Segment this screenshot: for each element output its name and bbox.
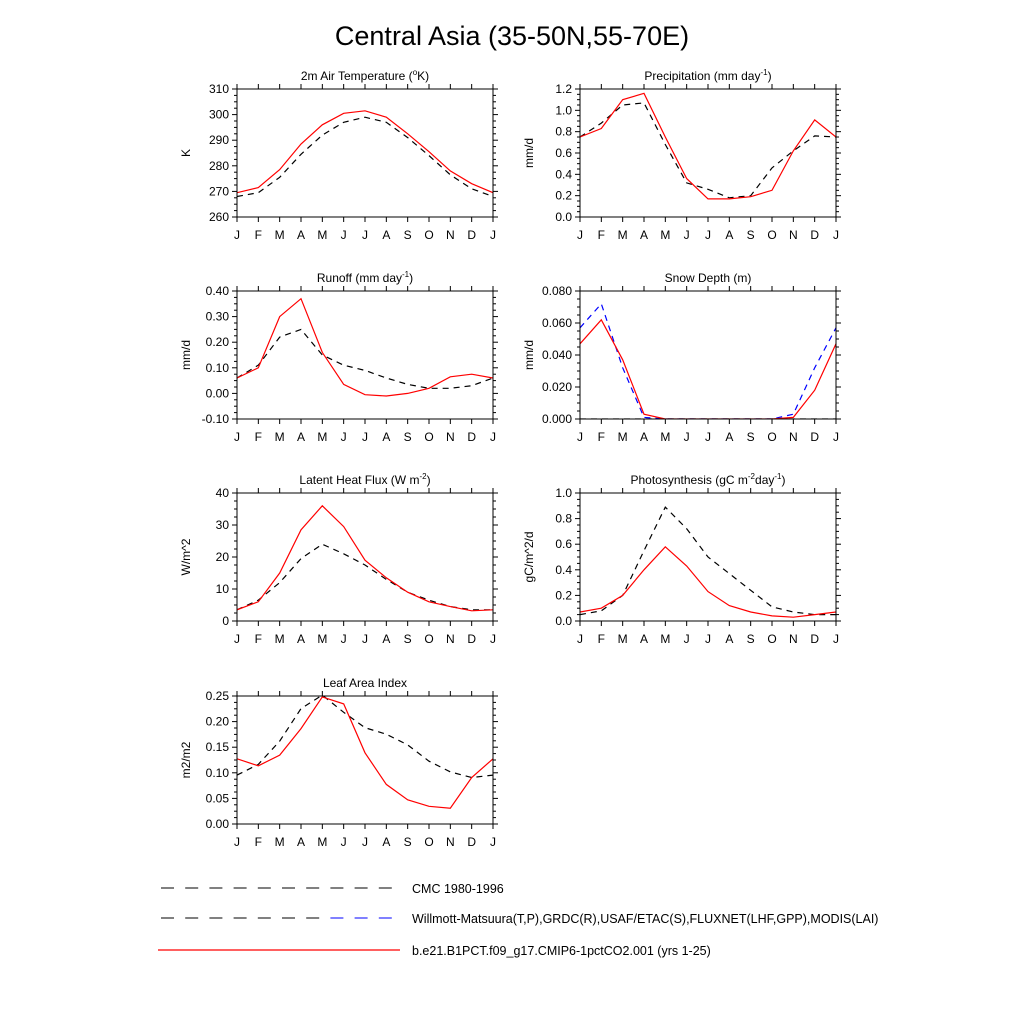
plot-frame [237, 696, 493, 824]
series-line-1 [580, 103, 836, 198]
x-tick-label: N [445, 430, 455, 444]
series-line-1 [237, 117, 493, 196]
x-tick-label: J [234, 632, 240, 646]
x-tick-label: D [810, 228, 820, 242]
x-tick-label: D [467, 228, 477, 242]
panel-2 [522, 68, 841, 242]
x-tick-label: J [340, 632, 347, 646]
x-tick-label: J [577, 632, 583, 646]
y-tick-label: 300 [208, 107, 229, 122]
y-tick-label: 0.00 [205, 386, 229, 401]
y-tick-label: 0.15 [205, 740, 229, 755]
y-tick-label: 1.2 [555, 82, 572, 96]
series-line-2 [580, 304, 836, 419]
x-tick-label: M [617, 228, 628, 242]
y-axis-label: W/m^2 [179, 538, 193, 576]
y-tick-label: 0.2 [555, 188, 572, 203]
series-line-3 [580, 320, 836, 419]
x-tick-label: A [639, 632, 649, 646]
y-tick-label: 270 [208, 184, 229, 199]
panel-title-superscript: -2 [747, 472, 756, 481]
y-tick-label: 0.040 [541, 348, 572, 362]
x-tick-label: J [833, 228, 839, 242]
y-tick-label: 0.10 [205, 360, 229, 375]
panel-title-superscript: -2 [419, 472, 427, 481]
panel-title [644, 68, 771, 83]
y-tick-label: 0.6 [555, 146, 572, 160]
x-tick-label: J [577, 430, 583, 444]
x-tick-label: S [403, 430, 412, 444]
panel-3 [179, 270, 498, 444]
legend-item-2 [161, 912, 878, 926]
x-tick-label: A [725, 228, 734, 242]
plot-frame [237, 89, 493, 217]
x-tick-label: M [317, 632, 328, 646]
panel-title [631, 472, 786, 487]
panel-title-text: Snow Depth (m) [664, 271, 752, 285]
x-tick-label: M [317, 228, 328, 242]
figure-title: Central Asia (35-50N,55-70E) [334, 21, 690, 51]
x-tick-label: S [403, 835, 412, 849]
x-tick-label: O [424, 430, 434, 444]
x-tick-label: O [767, 430, 777, 444]
panel-title-text: Precipitation (mm day [644, 69, 761, 83]
panel-title-superscript: -1 [760, 68, 768, 77]
x-tick-label: J [362, 632, 368, 646]
x-tick-label: F [597, 632, 606, 646]
x-tick-label: A [382, 228, 391, 242]
y-tick-label: 0.10 [205, 765, 229, 780]
panel-title-text: ) [767, 69, 772, 83]
x-tick-label: F [254, 835, 263, 849]
panel-title-superscript: o [412, 68, 418, 77]
x-tick-label: D [467, 835, 477, 849]
y-tick-label: 0.30 [205, 309, 229, 324]
x-tick-label: J [234, 430, 240, 444]
y-tick-label: 260 [208, 210, 229, 224]
y-axis-label: mm/d [522, 138, 536, 168]
x-tick-label: A [296, 430, 306, 444]
x-tick-label: A [382, 835, 391, 849]
x-tick-label: J [705, 632, 711, 646]
y-tick-label: 0.080 [541, 284, 572, 298]
x-tick-label: A [296, 228, 306, 242]
x-tick-label: D [810, 430, 820, 444]
x-tick-label: M [274, 835, 285, 849]
x-tick-label: J [234, 835, 240, 849]
panel-title-text: Leaf Area Index [322, 676, 408, 690]
legend-item-1 [161, 882, 504, 896]
x-tick-label: M [274, 430, 285, 444]
x-tick-label: S [746, 632, 755, 646]
y-tick-label: 0.6 [555, 537, 572, 552]
y-tick-label: 0.000 [541, 412, 572, 426]
x-tick-label: A [382, 632, 391, 646]
y-tick-label: 30 [215, 518, 229, 532]
y-axis-label: K [179, 148, 193, 158]
x-tick-label: J [683, 228, 690, 242]
x-tick-label: J [490, 632, 496, 646]
y-axis-label: mm/d [522, 340, 536, 370]
y-tick-label: 10 [215, 582, 229, 596]
x-tick-label: O [424, 228, 434, 242]
legend-label: Willmott-Matsuura(T,P),GRDC(R),USAF/ETAC(S),FLUXNET(LHF,GPP),MODIS(LAI) [412, 912, 879, 926]
y-tick-label: 0.4 [555, 167, 572, 182]
panel-1 [179, 68, 498, 242]
y-tick-label: 0.05 [205, 791, 229, 806]
x-tick-label: F [597, 430, 606, 444]
x-tick-label: J [705, 430, 711, 444]
panel-title-text: K) [417, 69, 430, 83]
x-tick-label: J [577, 228, 583, 242]
x-tick-label: J [234, 228, 240, 242]
panels [179, 68, 841, 849]
y-tick-label: 0.8 [555, 511, 572, 526]
x-tick-label: J [340, 430, 347, 444]
y-tick-label: 0.0 [555, 210, 572, 224]
legend-item-3 [158, 944, 711, 958]
y-tick-label: 310 [208, 82, 229, 96]
x-tick-label: F [597, 228, 606, 242]
x-tick-label: M [660, 632, 671, 646]
panel-title [299, 472, 430, 487]
x-tick-label: A [639, 430, 649, 444]
panel-title-text: ) [409, 271, 414, 285]
x-tick-label: A [296, 835, 306, 849]
panel-title [323, 676, 407, 690]
y-axis-label: mm/d [179, 340, 193, 370]
x-tick-label: N [445, 835, 455, 849]
x-tick-label: A [639, 228, 649, 242]
x-tick-label: O [767, 632, 777, 646]
y-tick-label: 0.20 [205, 335, 229, 350]
x-tick-label: J [362, 835, 368, 849]
x-tick-label: N [445, 632, 455, 646]
legend-label: b.e21.B1PCT.f09_g17.CMIP6-1pctCO2.001 (yrs 1-25) [412, 944, 711, 958]
x-tick-label: O [767, 228, 777, 242]
x-tick-label: J [362, 430, 368, 444]
series-line-2 [237, 111, 493, 193]
panel-title-text: Runoff (mm day [316, 271, 403, 285]
x-tick-label: D [810, 632, 820, 646]
x-tick-label: J [340, 228, 347, 242]
panel-4 [522, 271, 841, 444]
x-tick-label: J [683, 632, 690, 646]
x-tick-label: N [788, 430, 798, 444]
y-tick-label: 20 [215, 550, 229, 564]
x-tick-label: O [424, 835, 434, 849]
y-tick-label: 0.2 [555, 588, 572, 603]
x-tick-label: J [490, 835, 496, 849]
legend [158, 882, 878, 958]
panel-title-text: ) [426, 473, 431, 487]
y-tick-label: 290 [208, 133, 229, 148]
x-tick-label: S [403, 632, 412, 646]
x-tick-label: M [317, 835, 328, 849]
series-line-2 [237, 697, 493, 808]
x-tick-label: M [660, 228, 671, 242]
y-tick-label: 1.0 [555, 103, 572, 118]
x-tick-label: M [274, 632, 285, 646]
x-tick-label: A [296, 632, 306, 646]
x-tick-label: F [254, 632, 263, 646]
plot-frame [237, 493, 493, 621]
x-tick-label: N [788, 228, 798, 242]
x-tick-label: S [403, 228, 412, 242]
y-tick-label: 1.0 [555, 486, 572, 500]
x-tick-label: J [833, 430, 839, 444]
plot-frame [237, 291, 493, 419]
y-tick-label: 0.0 [555, 614, 572, 628]
panel-title [665, 271, 752, 285]
y-tick-label: 0.8 [555, 124, 572, 139]
legend-label: CMC 1980-1996 [412, 882, 504, 896]
x-tick-label: M [617, 430, 628, 444]
x-tick-label: O [424, 632, 434, 646]
y-tick-label: 280 [208, 158, 229, 173]
panel-title-text: ) [781, 473, 786, 487]
series-line-2 [237, 506, 493, 611]
panel-title-superscript: -1 [774, 472, 782, 481]
y-tick-label: 0.060 [541, 316, 572, 330]
panel-title-text: Latent Heat Flux (W m [299, 473, 420, 487]
y-tick-label: 0.20 [205, 714, 229, 729]
y-axis-label: gC/m^2/d [522, 531, 536, 583]
series-line-1 [237, 544, 493, 610]
x-tick-label: F [254, 430, 263, 444]
y-tick-label: 0 [222, 614, 229, 628]
series-line-1 [237, 329, 493, 388]
x-tick-label: M [617, 632, 628, 646]
x-tick-label: J [490, 228, 496, 242]
panel-title-superscript: -1 [402, 270, 410, 279]
x-tick-label: J [490, 430, 496, 444]
x-tick-label: D [467, 430, 477, 444]
panel-6 [522, 472, 841, 646]
x-tick-label: S [746, 228, 755, 242]
panel-title-text: day [755, 473, 775, 487]
x-tick-label: J [705, 228, 711, 242]
x-tick-label: A [725, 430, 734, 444]
x-tick-label: A [382, 430, 391, 444]
x-tick-label: J [362, 228, 368, 242]
y-tick-label: -0.10 [201, 412, 229, 426]
x-tick-label: S [746, 430, 755, 444]
series-line-2 [237, 299, 493, 396]
x-tick-label: J [683, 430, 690, 444]
x-tick-label: M [317, 430, 328, 444]
panel-5 [179, 472, 498, 646]
panel-7 [179, 676, 498, 849]
x-tick-label: D [467, 632, 477, 646]
panel-title [301, 68, 429, 83]
x-tick-label: F [254, 228, 263, 242]
x-tick-label: N [445, 228, 455, 242]
y-axis-label: m2/m2 [179, 741, 193, 779]
series-line-1 [237, 695, 493, 777]
x-tick-label: N [788, 632, 798, 646]
panel-title [317, 270, 413, 285]
x-tick-label: J [833, 632, 839, 646]
y-tick-label: 40 [215, 486, 229, 500]
y-tick-label: 0.25 [205, 689, 229, 703]
panel-title-text: Photosynthesis (gC m [630, 473, 748, 487]
y-tick-label: 0.020 [541, 380, 572, 394]
x-tick-label: M [660, 430, 671, 444]
x-tick-label: J [340, 835, 347, 849]
panel-title-text: 2m Air Temperature ( [300, 69, 413, 83]
y-tick-label: 0.40 [205, 284, 229, 298]
y-tick-label: 0.00 [205, 817, 229, 831]
x-tick-label: A [725, 632, 734, 646]
y-tick-label: 0.4 [555, 562, 572, 577]
x-tick-label: M [274, 228, 285, 242]
plot-frame [580, 291, 836, 419]
